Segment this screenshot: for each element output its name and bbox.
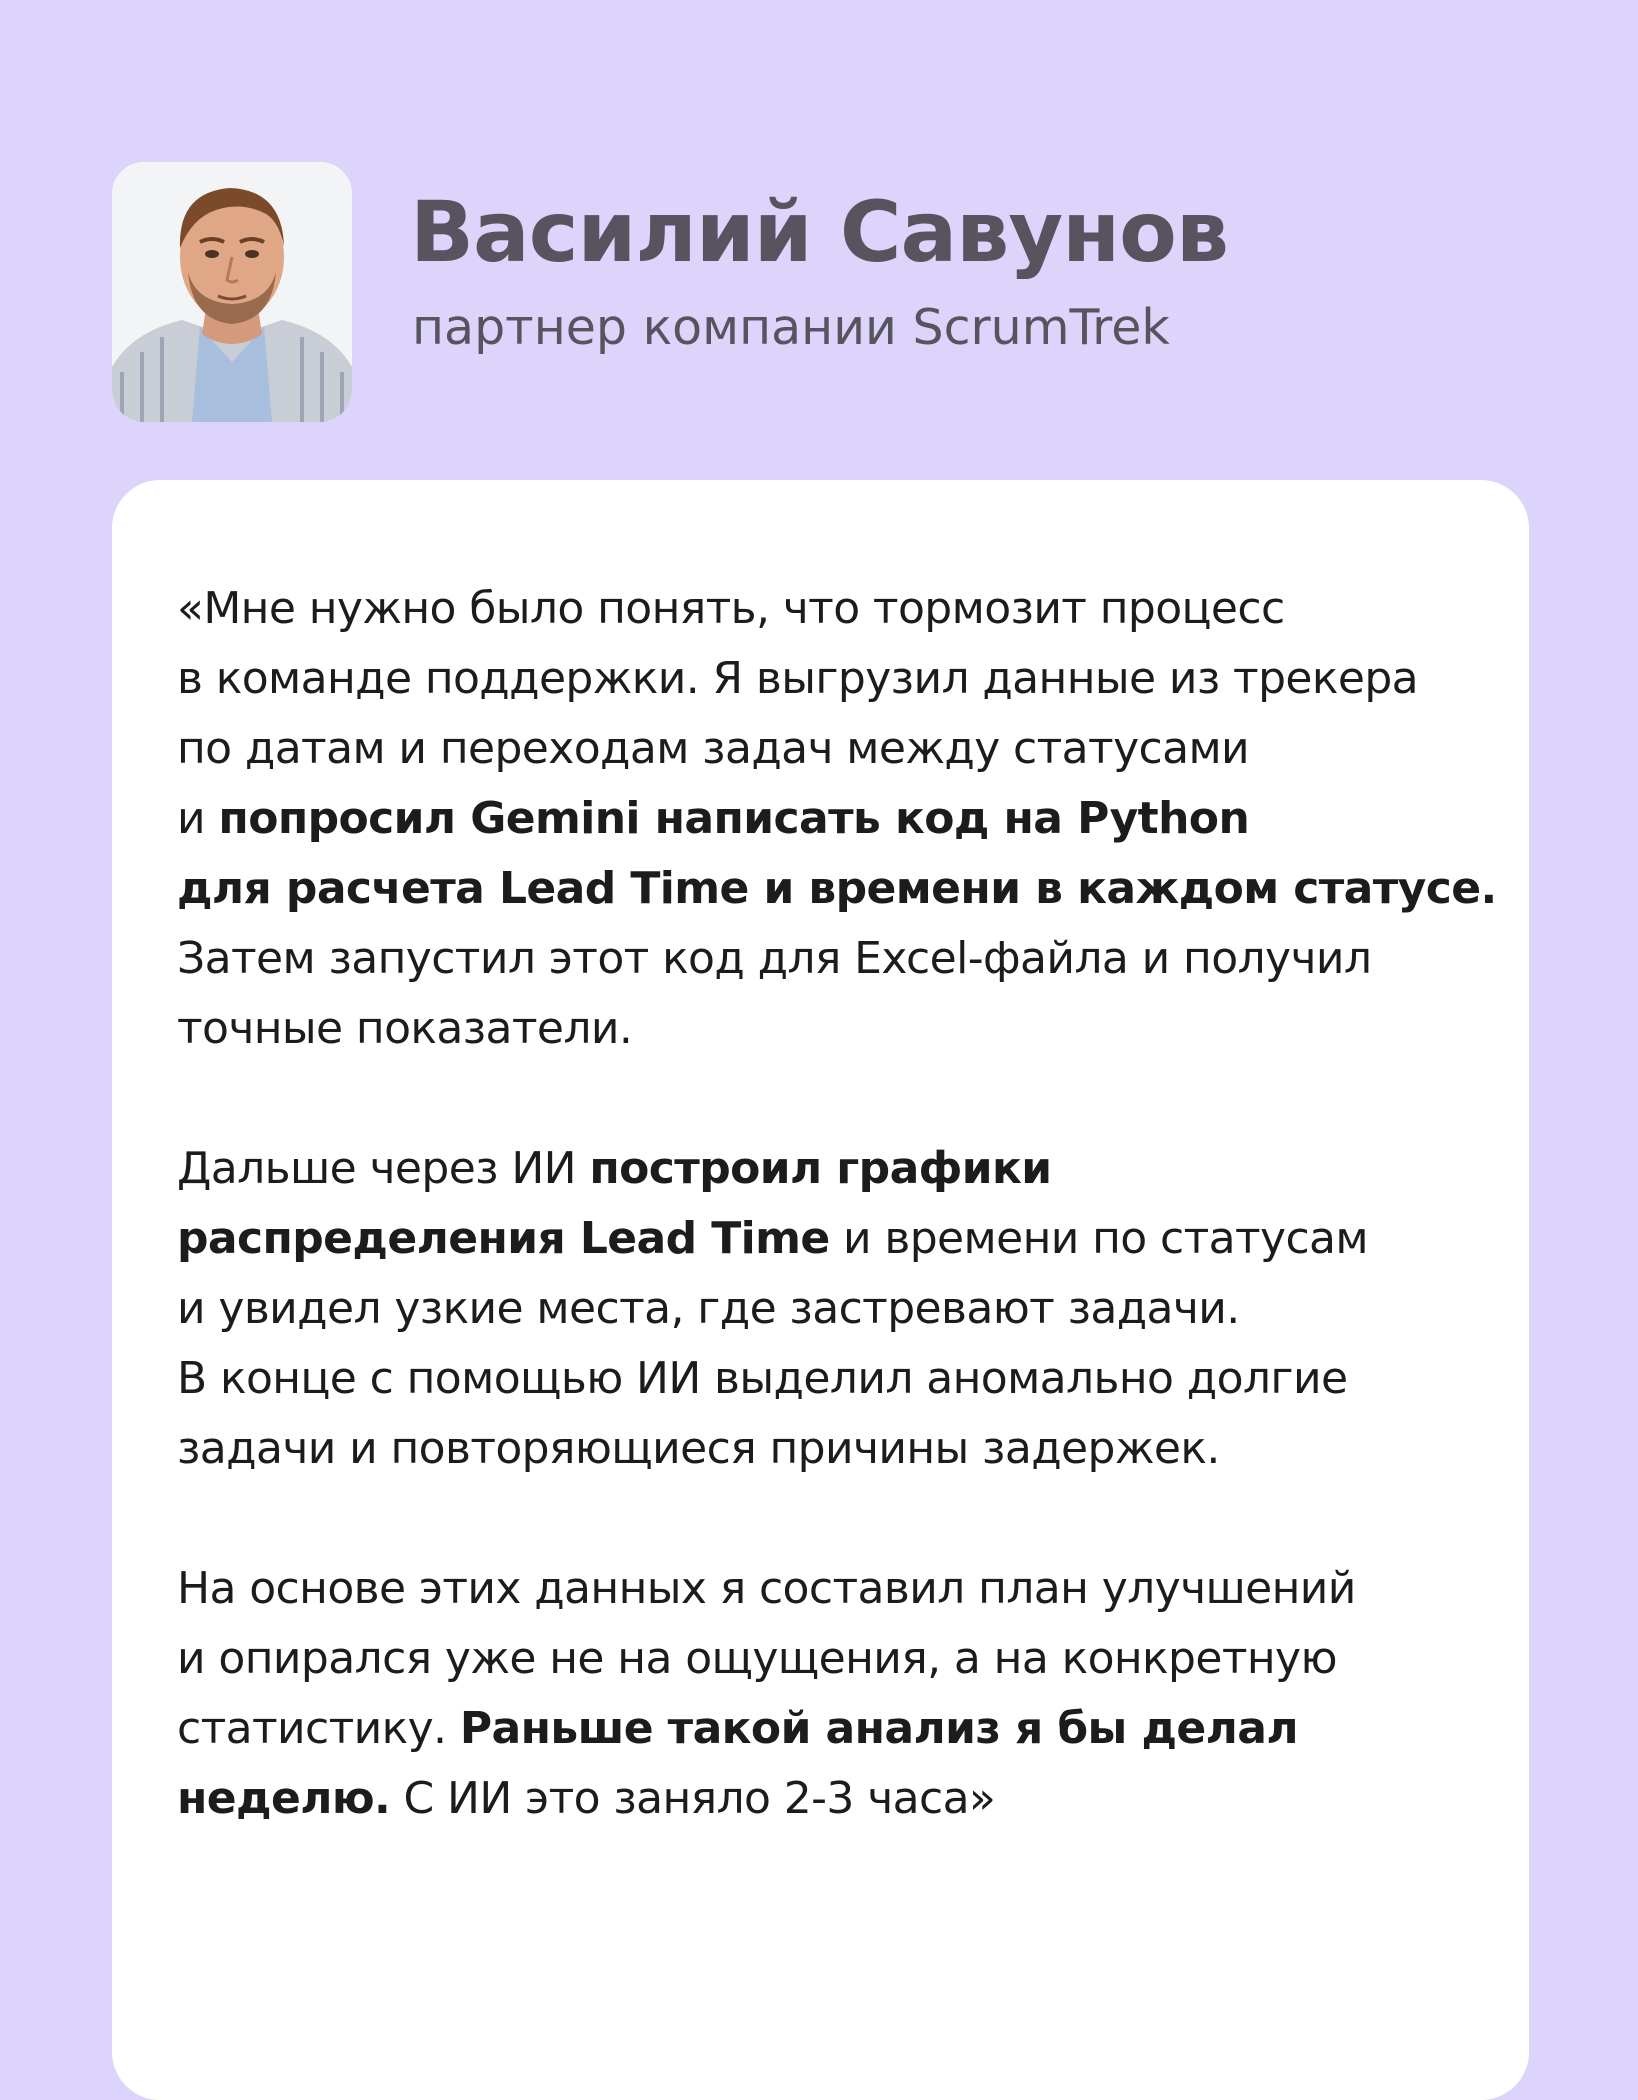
quote-line [177,1204,1487,1274]
quote-text-fragment: Дальше через ИИ [177,1143,590,1194]
quote-highlight: попросил Gemini написать код на Python [218,793,1250,844]
quote-text-fragment: и [177,793,219,844]
author-portrait [112,162,352,422]
quote-line: и увидел узкие места, где застревают задачи. [177,1283,1240,1334]
quote-text-fragment: и времени по статусам [829,1213,1369,1264]
quote-line: задачи и повторяющиеся причины задержек. [177,1423,1220,1474]
quote-line [177,784,1487,854]
quote-line: Затем запустил этот код для Excel-файла и получил [177,933,1372,984]
quote-highlight: построил графики [589,1143,1052,1194]
quote-highlight: неделю. [177,1773,391,1824]
quote-paragraph-3 [177,1554,1487,1834]
quote-line [177,1764,1487,1834]
quote-line: и опирался уже не на ощущения, а на конкретную [177,1633,1337,1684]
quote-paragraph-2 [177,1134,1487,1484]
quote-line [177,854,1497,924]
quote-paragraph-1 [177,574,1497,1064]
quote-highlight: распределения Lead Time [177,1213,830,1264]
quote-highlight: Раньше такой анализ я бы делал [459,1703,1298,1754]
quote-line: На основе этих данных я составил план улучшений [177,1563,1356,1614]
author-name: Василий Савунов [410,183,1228,281]
quote-line: В конце с помощью ИИ выделил аномально долгие [177,1353,1348,1404]
quote-text [177,574,1497,1834]
quote-line: по датам и переходам задач между статусами [177,723,1250,774]
quote-line [177,1134,1487,1204]
quote-line: «Мне нужно было понять, что тормозит процесс [177,583,1285,634]
author-role: партнер компании ScrumTrek [412,299,1170,356]
quote-line: точные показатели. [177,1003,633,1054]
quote-line [177,1694,1487,1764]
quote-highlight: для расчета Lead Time и времени в каждом статусе. [177,863,1497,914]
quote-text-fragment: статистику. [177,1703,460,1754]
quote-line: в команде поддержки. Я выгрузил данные из трекера [177,653,1419,704]
avatar [112,162,352,422]
quote-text-fragment: С ИИ это заняло 2-3 часа» [390,1773,996,1824]
